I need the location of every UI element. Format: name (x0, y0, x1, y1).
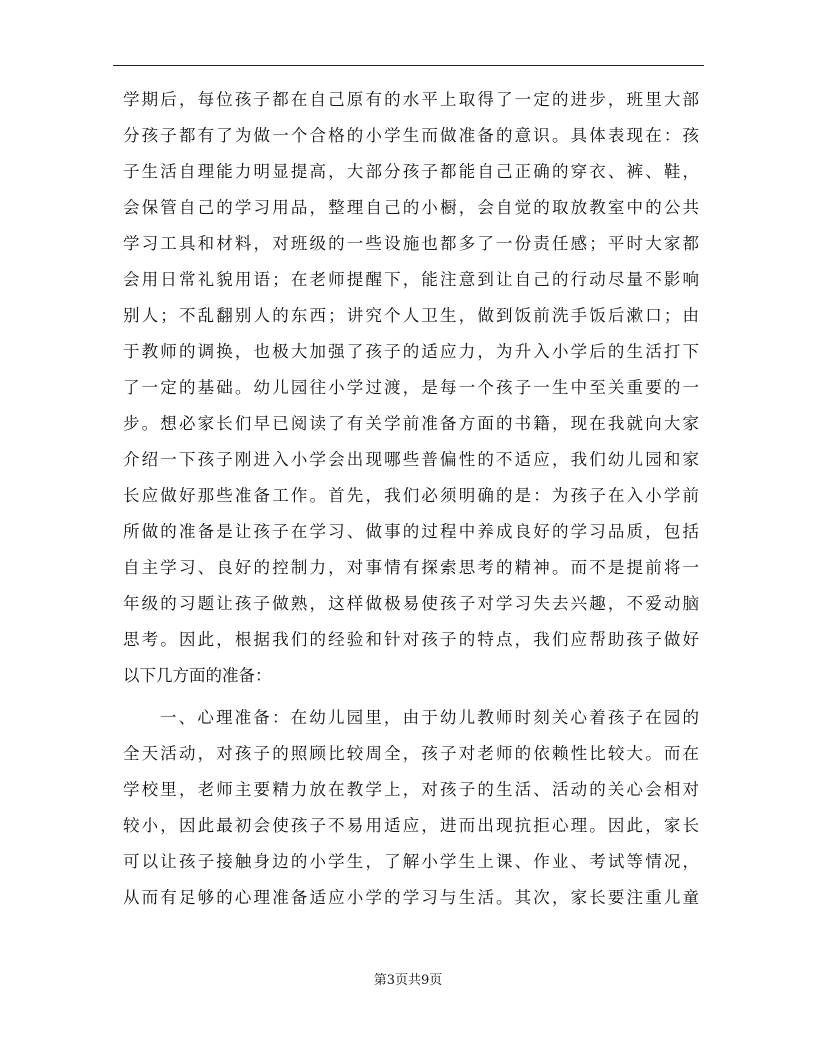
paragraph-2-line-2: 全天活动，对孩子的照顾比较周全，孩子对老师的依赖性比较大。而在 (123, 744, 699, 763)
paragraph-2-line-1: 一、心理准备：在幼儿园里，由于幼儿教师时刻关心着孩子在园的 (160, 708, 699, 727)
paragraph-2-line-3: 学校里，老师主要精力放在教学上，对孩子的生活、活动的关心会相对 (123, 780, 699, 799)
paragraph-1-line-10: 步。想必家长们早已阅读了有关学前准备方面的书籍，现在我就向大家 (123, 414, 699, 433)
paragraph-1-line-3: 子生活自理能力明显提高，大部分孩子都能自己正确的穿衣、裤、鞋， (123, 162, 699, 181)
paragraph-1-line-2: 分孩子都有了为做一个合格的小学生而做准备的意识。具体表现在：孩 (123, 126, 699, 145)
paragraph-1-line-7: 别人；不乱翻别人的东西；讲究个人卫生，做到饭前洗手饭后漱口；由 (123, 306, 699, 325)
paragraph-2-line-4: 较小，因此最初会使孩子不易用适应，进而出现抗拒心理。因此，家长 (123, 816, 699, 835)
paragraph-2-line-5: 可以让孩子接触身边的小学生，了解小学生上课、作业、考试等情况， (123, 852, 699, 871)
paragraph-1-line-5: 学习工具和材料，对班级的一些设施也都多了一份责任感；平时大家都 (123, 234, 699, 253)
paragraph-1-line-13: 所做的准备是让孩子在学习、做事的过程中养成良好的学习品质，包括 (123, 522, 699, 541)
paragraph-1-line-1: 学期后，每位孩子都在自己原有的水平上取得了一定的进步，班里大部 (123, 90, 699, 109)
page-number-footer: 第3页共9页 (373, 973, 443, 988)
paragraph-1-line-4: 会保管自己的学习用品，整理自己的小橱，会自觉的取放教室中的公共 (123, 198, 699, 217)
paragraph-1-line-6: 会用日常礼貌用语；在老师提醒下，能注意到让自己的行动尽量不影响 (123, 270, 699, 289)
paragraph-1-line-12: 长应做好那些准备工作。首先，我们必须明确的是：为孩子在入小学前 (123, 486, 699, 505)
paragraph-1-line-11: 介绍一下孩子刚进入小学会出现哪些普偏性的不适应，我们幼儿园和家 (123, 450, 699, 469)
paragraph-1-line-14: 自主学习、良好的控制力，对事情有探索思考的精神。而不是提前将一 (123, 558, 699, 577)
paragraph-2-line-6: 从而有足够的心理准备适应小学的学习与生活。其次，家长要注重儿童 (123, 888, 699, 907)
header-rule (113, 65, 704, 66)
paragraph-1-line-16: 思考。因此，根据我们的经验和针对孩子的特点，我们应帮助孩子做好 (123, 630, 699, 649)
paragraph-1-line-17: 以下几方面的准备： (123, 666, 272, 685)
paragraph-1-line-8: 于教师的调换，也极大加强了孩子的适应力，为升入小学后的生活打下 (123, 342, 699, 361)
paragraph-1-line-9: 了一定的基础。幼儿园往小学过渡，是每一个孩子一生中至关重要的一 (123, 378, 699, 397)
paragraph-1-line-15: 年级的习题让孩子做熟，这样做极易使孩子对学习失去兴趣，不爱动脑 (123, 594, 699, 613)
